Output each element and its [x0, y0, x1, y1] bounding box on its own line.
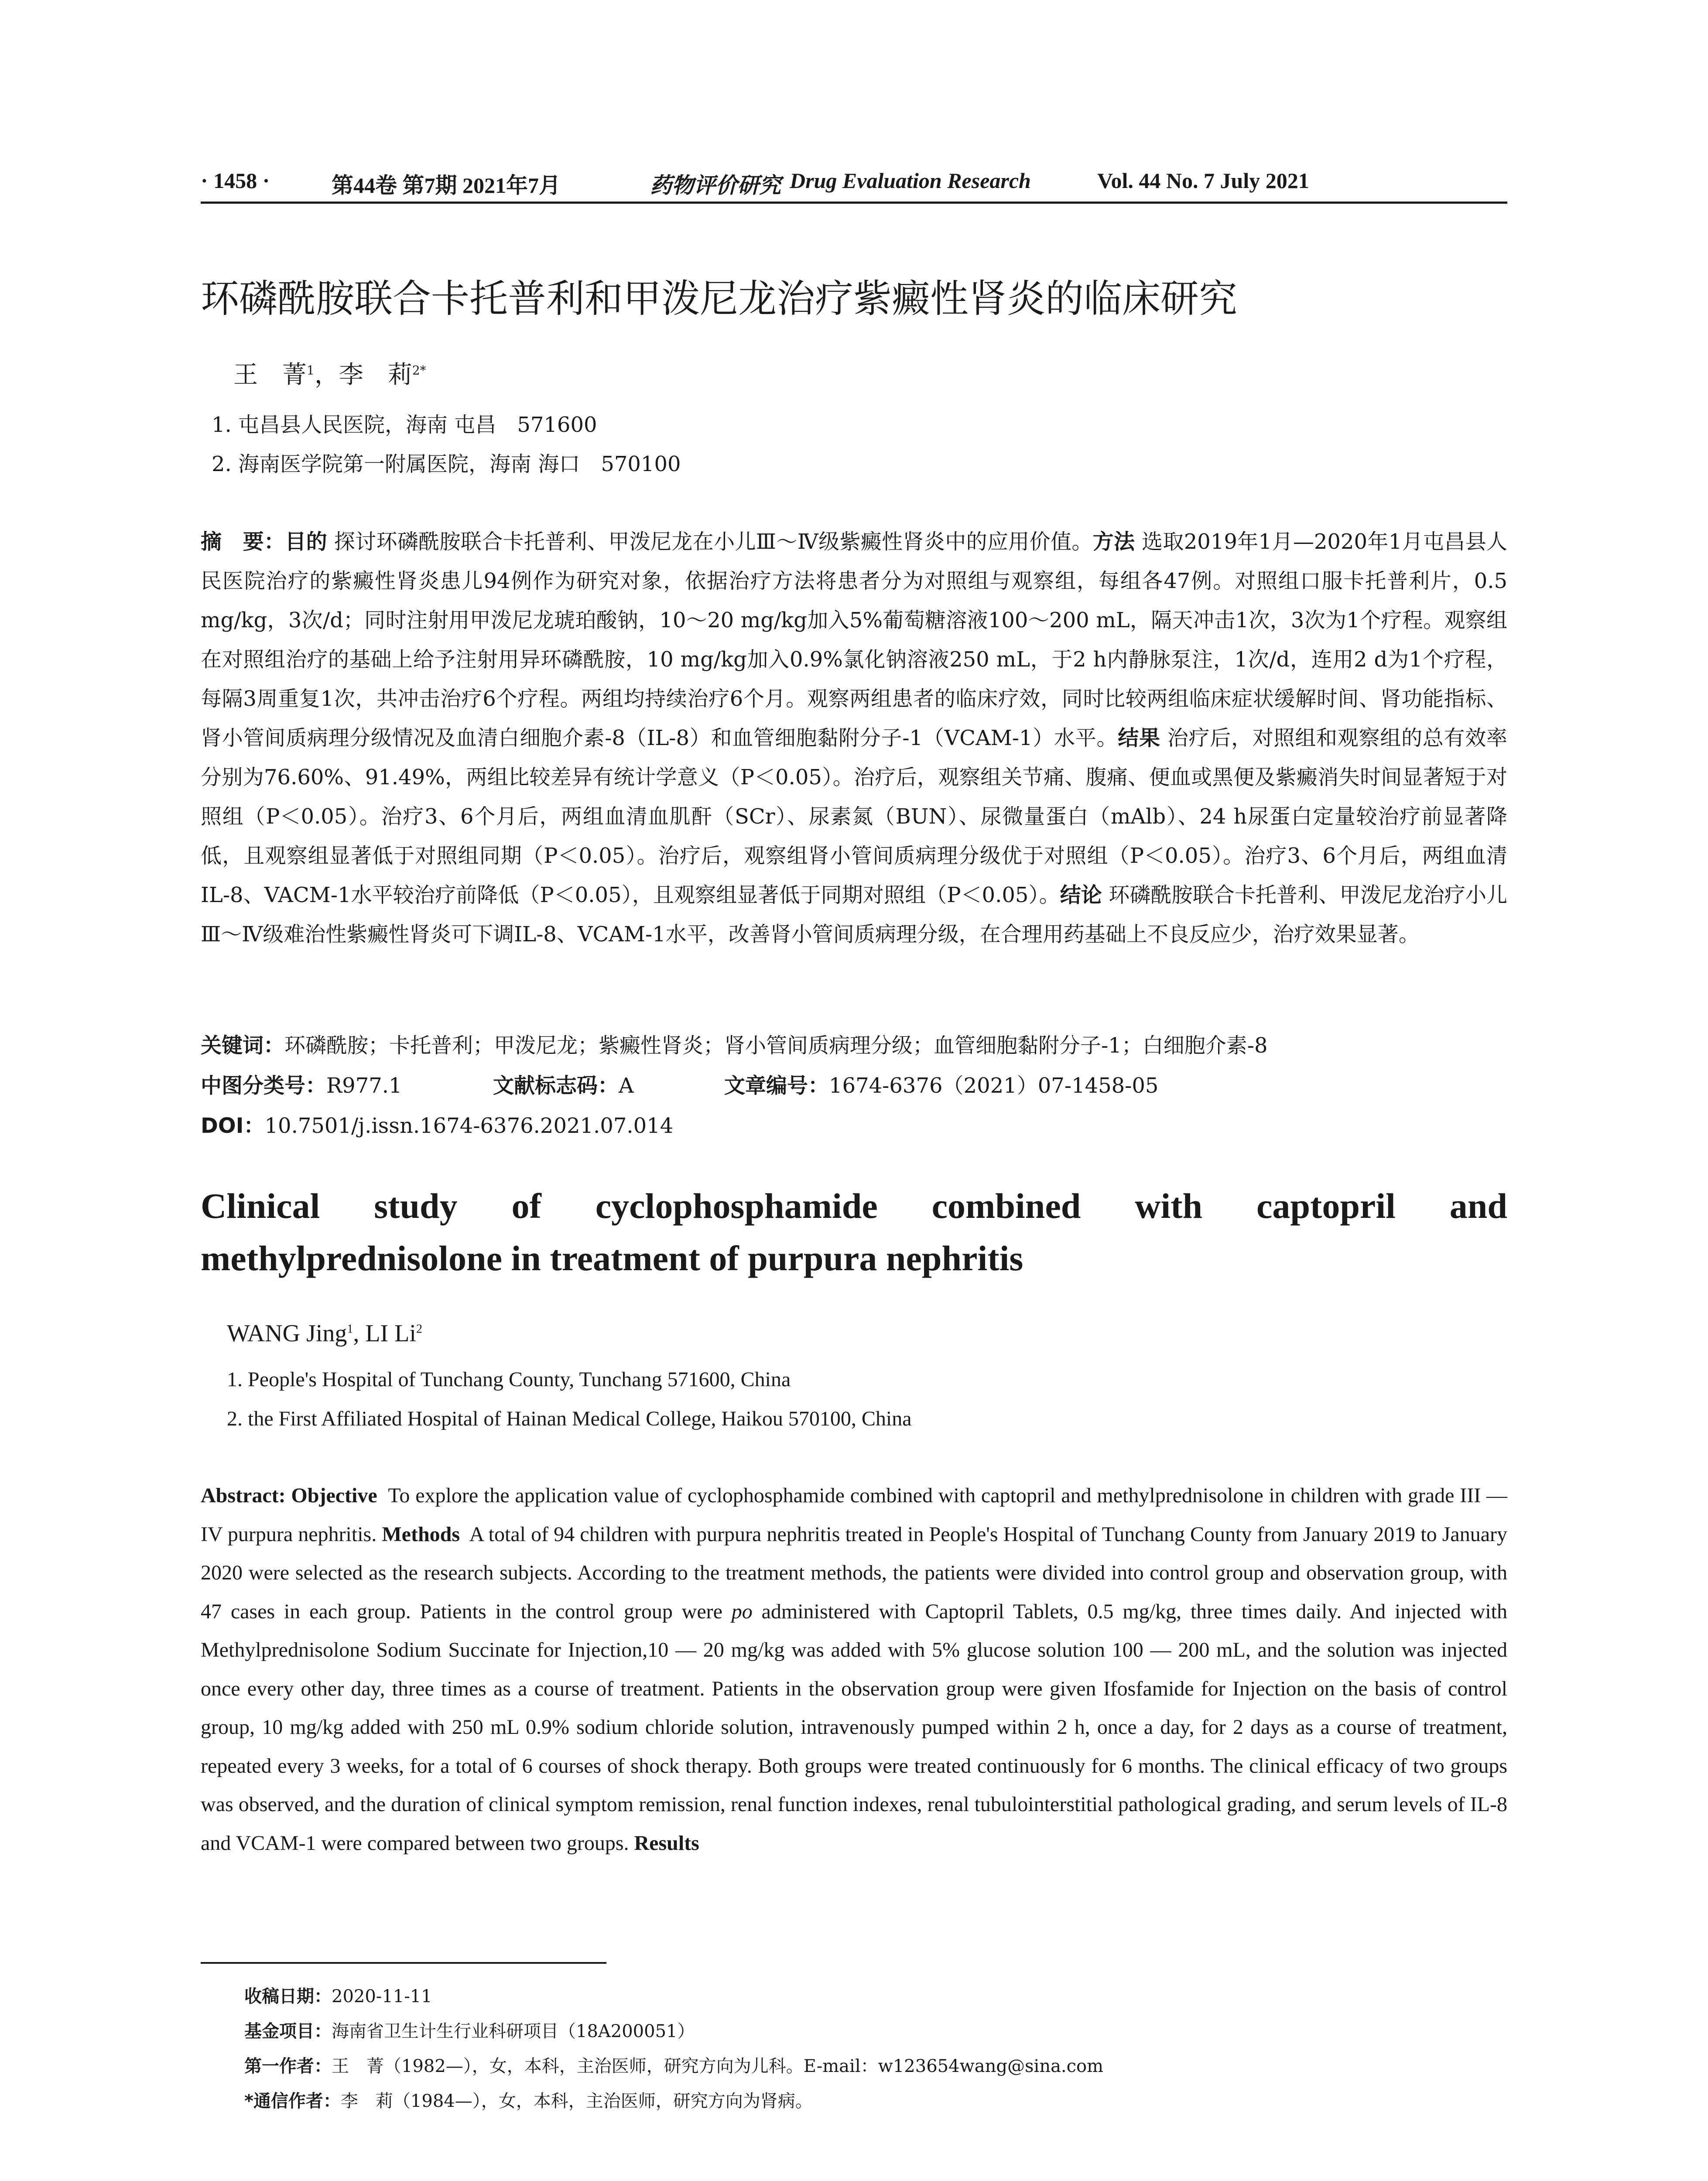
cn-author: 李 莉: [339, 361, 412, 389]
cn-conclusion-label: 结论: [1060, 883, 1102, 907]
en-abstract: [201, 1477, 1507, 1863]
cn-results-text: 治疗后，对照组和观察组的总有效率分别为76.60%、91.49%，两组比较差异有统计学意义（P＜0.05）。治疗后，观察组关节痛、腹痛、便血或黑便及紫癜消失时间显著短于对照组（P＜0.05）。治疗3、6个月后，两组血清血肌酐（SCr）、尿素氮（BUN）、尿微量蛋白（mAlb）、24 h尿蛋白定量较治疗前显著降低，且观察组显著低于对照组同期（P＜0.05）。治疗后，观察组肾小管间质病理分级优于对照组（P＜0.05）。治疗3、6个月后，两组血清IL-8、VACM-1水平较治疗前降低（P＜0.05），且观察组显著低于同期对照组（P＜0.05）。: [201, 726, 1507, 907]
en-title-line: Clinical study of cyclophosphamide combined with captopril and: [201, 1186, 1507, 1226]
en-author: WANG Jing: [227, 1320, 347, 1347]
cn-abstract-label: 摘 要：: [201, 530, 285, 554]
en-methods-text: A total of 94 children with purpura nephritis treated in People's Hospital of Tunchang County from January 2019 to January 2020 were selected as the research subjects. According to the treatment methods, the patients were divided into control group and observation group, with 47 cases in each group. Patients in the control group were: [201, 1522, 1508, 1623]
cn-keywords: [201, 1029, 1268, 1059]
en-title-line: methylprednisolone in treatment of purpura nephritis: [201, 1238, 1023, 1278]
cn-abstract: [201, 522, 1507, 954]
cn-author-sup: 1: [307, 363, 315, 378]
received-label: 收稿日期：: [244, 1986, 332, 2007]
footnote-first-author: [244, 2052, 1103, 2077]
cn-authors: [233, 356, 426, 390]
en-objective-text: To explore the application value of cyclophosphamide combined with captopril and methylprednisolone in children with grade III — IV purpura nephritis.: [201, 1484, 1507, 1546]
en-title: [201, 1180, 1507, 1285]
fund-label: 基金项目：: [244, 2021, 332, 2041]
issue-cn: 第44卷 第7期 2021年7月: [332, 173, 561, 198]
en-affiliation: 1. People's Hospital of Tunchang County, Tunchang 571600, China: [227, 1368, 791, 1391]
doi-label: DOI：: [201, 1114, 265, 1138]
en-authors: [227, 1320, 422, 1347]
doccode: [493, 1069, 634, 1099]
cn-objective-label: 目的: [285, 530, 328, 554]
cn-conclusion-text: 环磷酰胺联合卡托普利、甲泼尼龙治疗小儿Ⅲ～Ⅳ级难治性紫癜性肾炎可下调IL-8、VCAM-1水平，改善肾小管间质病理分级，在合理用药基础上不良反应少，治疗效果显著。: [201, 883, 1507, 947]
first-author-value: 王 菁（1982—），女，本科，主治医师，研究方向为儿科。E-mail：w123654wang@sina.com: [332, 2056, 1104, 2076]
en-po: po: [731, 1600, 753, 1623]
received-value: 2020-11-11: [332, 1986, 432, 2007]
en-methods-text: administered with Captopril Tablets, 0.5 mg/kg, three times daily. And injected with Methylprednisolone Sodium Succinate for Injection,10 — 20 mg/kg was added with 5% glucose solution 100 — 200 mL, and the solution was injected once every other day, three times as a course of treatment. Patients in the observation group were given Ifosfamide for Injection on the basis of control group, 10 mg/kg added with 250 mL 0.9% sodium chloride solution, intravenously pumped within 2 h, once a day, for 2 days as a course of treatment, repeated every 3 weeks, for a total of 6 courses of shock therapy. Both groups were treated continuously for 6 months. The clinical efficacy of two groups was observed, and the duration of clinical symptom remission, renal function indexes, renal tubulointerstitial pathological grading, and serum levels of IL-8 and VCAM-1 were compared between two groups.: [201, 1600, 1508, 1855]
en-abstract-label: Abstract:: [201, 1484, 286, 1507]
cn-methods-text: 选取2019年1月—2020年1月屯昌县人民医院治疗的紫癜性肾炎患儿94例作为研究对象，依据治疗方法将患者分为对照组与观察组，每组各47例。对照组口服卡托普利片，0.5 mg/kg，3次/d；同时注射用甲泼尼龙琥珀酸钠，10～20 mg/kg加入5%葡萄糖溶液100～200 mL，隔天冲击1次，3次为1个疗程。观察组在对照组治疗的基础上给予注射用异环磷酰胺，10 mg/kg加入0.9%氯化钠溶液250 mL，于2 h内静脉泵注，1次/d，连用2 d为1个疗程，每隔3周重复1次，共冲击治疗6个疗程。两组均持续治疗6个月。观察两组患者的临床疗效，同时比较两组临床症状缓解时间、肾功能指标、肾小管间质病理分级情况及血清白细胞介素-8（IL-8）和血管细胞黏附分子-1（VCAM-1）水平。: [201, 530, 1507, 750]
doi-value: 10.7501/j.issn.1674-6376.2021.07.014: [264, 1114, 674, 1138]
artno-value: 1674-6376（2021）07-1458-05: [829, 1073, 1159, 1098]
header-rule: [201, 202, 1507, 204]
en-objective-label: Objective: [291, 1484, 377, 1507]
en-author-sep: ,: [353, 1320, 366, 1347]
issue-en: Vol. 44 No. 7 July 2021: [1097, 168, 1309, 193]
cn-classification: [201, 1069, 1159, 1099]
cn-author-sup: 2*: [412, 363, 426, 378]
first-author-label: 第一作者：: [244, 2056, 332, 2076]
corresponding-value: 李 莉（1984—），女，本科，主治医师，研究方向为肾病。: [340, 2091, 813, 2111]
article-number: [724, 1069, 1158, 1099]
cn-keywords-text: 环磷酰胺；卡托普利；甲泼尼龙；紫癜性肾炎；肾小管间质病理分级；血管细胞黏附分子-1；白细胞介素-8: [284, 1033, 1268, 1058]
journal-name-cn: 药物评价研究: [650, 172, 781, 198]
page-number: · 1458 ·: [201, 168, 270, 193]
footnote-fund: [244, 2017, 695, 2042]
footnote-rule: [201, 1962, 606, 1964]
cn-methods-label: 方法: [1092, 530, 1135, 554]
doi: [201, 1109, 673, 1139]
en-results-label: Results: [634, 1831, 699, 1855]
cn-keywords-label: 关键词：: [201, 1033, 285, 1058]
en-affiliation: 2. the First Affiliated Hospital of Hainan Medical College, Haikou 570100, China: [227, 1407, 912, 1430]
footnote-corresponding: [244, 2087, 813, 2112]
cn-affiliation: 1. 屯昌县人民医院，海南 屯昌 571600: [212, 413, 597, 437]
cn-author: 王 菁: [233, 361, 307, 389]
doccode-label: 文献标志码：: [493, 1073, 619, 1098]
en-author-sup: 1: [347, 1322, 353, 1336]
corresponding-label: *通信作者：: [244, 2091, 341, 2111]
doccode-value: A: [619, 1073, 634, 1098]
en-methods-label: Methods: [382, 1522, 460, 1546]
en-author-sup: 2: [416, 1322, 422, 1336]
en-author: LI Li: [365, 1320, 416, 1347]
fund-value: 海南省卫生计生行业科研项目（18A200051）: [332, 2021, 695, 2041]
cn-title: 环磷酰胺联合卡托普利和甲泼尼龙治疗紫癜性肾炎的临床研究: [201, 276, 1238, 321]
clc-value: R977.1: [326, 1073, 402, 1098]
journal-name-en: Drug Evaluation Research: [790, 168, 1031, 193]
cn-affiliation: 2. 海南医学院第一附属医院，海南 海口 570100: [212, 452, 681, 476]
cn-author-sep: ，: [314, 361, 339, 389]
cn-results-label: 结果: [1118, 726, 1160, 750]
artno-label: 文章编号：: [724, 1073, 829, 1098]
running-header: [201, 168, 1507, 201]
cn-objective-text: 探讨环磷酰胺联合卡托普利、甲泼尼龙在小儿Ⅲ～Ⅳ级紫癜性肾炎中的应用价值。: [334, 530, 1093, 554]
clc-label: 中图分类号：: [201, 1073, 327, 1098]
footnote-received: [244, 1983, 432, 2007]
